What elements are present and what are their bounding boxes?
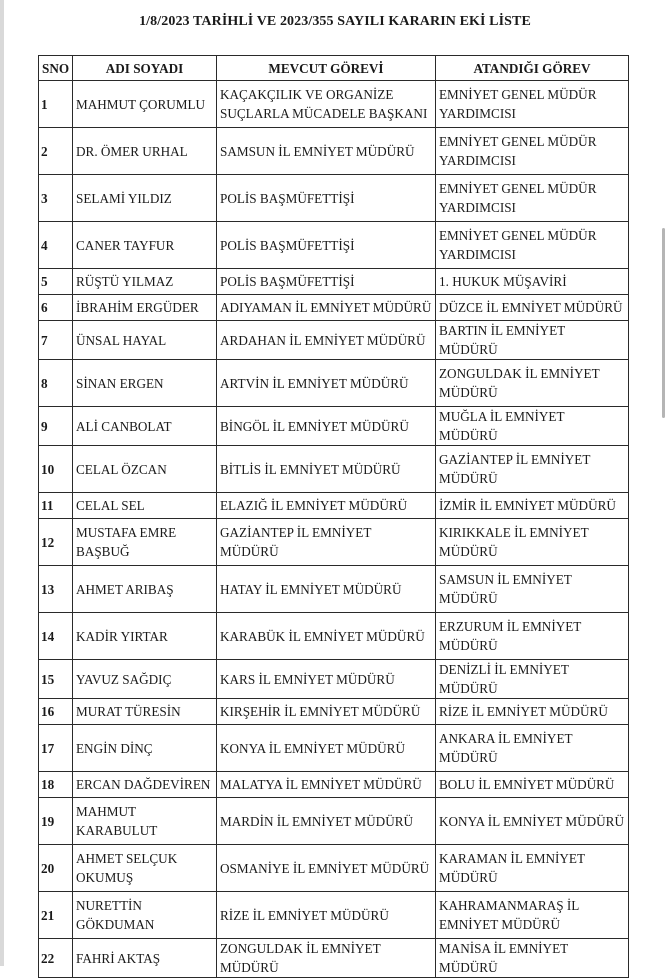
row-assigned-position: KARAMAN İL EMNİYET MÜDÜRÜ xyxy=(436,845,629,892)
row-current-position: GAZİANTEP İL EMNİYET MÜDÜRÜ xyxy=(217,519,436,566)
row-sno: 18 xyxy=(39,772,73,798)
row-sno: 1 xyxy=(39,81,73,128)
row-name: NURETTİN GÖKDUMAN xyxy=(73,892,217,939)
row-assigned-position: KONYA İL EMNİYET MÜDÜRÜ xyxy=(436,798,629,845)
row-sno: 12 xyxy=(39,519,73,566)
row-sno: 10 xyxy=(39,446,73,493)
table-row xyxy=(39,295,629,321)
row-current-position: KIRŞEHİR İL EMNİYET MÜDÜRÜ xyxy=(217,699,436,725)
row-name: CANER TAYFUR xyxy=(73,222,217,269)
row-name: ÜNSAL HAYAL xyxy=(73,321,217,360)
row-assigned-position: ERZURUM İL EMNİYET MÜDÜRÜ xyxy=(436,613,629,660)
page-left-edge xyxy=(0,0,4,966)
row-current-position: POLİS BAŞMÜFETTİŞİ xyxy=(217,222,436,269)
row-name: AHMET ARIBAŞ xyxy=(73,566,217,613)
table-row xyxy=(39,360,629,407)
row-sno: 7 xyxy=(39,321,73,360)
table-row xyxy=(39,725,629,772)
row-name: RÜŞTÜ YILMAZ xyxy=(73,269,217,295)
row-name: ALİ CANBOLAT xyxy=(73,407,217,446)
row-name: MURAT TÜRESİN xyxy=(73,699,217,725)
row-name: CELAL ÖZCAN xyxy=(73,446,217,493)
row-assigned-position: SAMSUN İL EMNİYET MÜDÜRÜ xyxy=(436,566,629,613)
row-current-position: ELAZIĞ İL EMNİYET MÜDÜRÜ xyxy=(217,493,436,519)
table-row xyxy=(39,493,629,519)
row-sno: 8 xyxy=(39,360,73,407)
row-sno: 6 xyxy=(39,295,73,321)
row-current-position: ZONGULDAK İL EMNİYET MÜDÜRÜ xyxy=(217,939,436,978)
row-current-position: MARDİN İL EMNİYET MÜDÜRÜ xyxy=(217,798,436,845)
row-name: MAHMUT ÇORUMLU xyxy=(73,81,217,128)
row-name: ERCAN DAĞDEVİREN xyxy=(73,772,217,798)
row-sno: 21 xyxy=(39,892,73,939)
row-sno: 19 xyxy=(39,798,73,845)
row-sno: 11 xyxy=(39,493,73,519)
row-name: AHMET SELÇUK OKUMUŞ xyxy=(73,845,217,892)
table-row xyxy=(39,407,629,446)
row-assigned-position: MUĞLA İL EMNİYET MÜDÜRÜ xyxy=(436,407,629,446)
row-assigned-position: ZONGULDAK İL EMNİYET MÜDÜRÜ xyxy=(436,360,629,407)
page-title: 1/8/2023 TARİHLİ VE 2023/355 SAYILI KARARIN EKİ LİSTE xyxy=(139,14,531,29)
row-sno: 3 xyxy=(39,175,73,222)
row-assigned-position: 1. HUKUK MÜŞAVİRİ xyxy=(436,269,629,295)
row-sno: 5 xyxy=(39,269,73,295)
row-assigned-position: MANİSA İL EMNİYET MÜDÜRÜ xyxy=(436,939,629,978)
table-row xyxy=(39,519,629,566)
row-name: ENGİN DİNÇ xyxy=(73,725,217,772)
column-header-name: ADI SOYADI xyxy=(73,56,217,81)
column-header-current-position: MEVCUT GÖREVİ xyxy=(217,56,436,81)
table-row xyxy=(39,772,629,798)
table-row xyxy=(39,660,629,699)
table-row xyxy=(39,939,629,978)
row-current-position: KARABÜK İL EMNİYET MÜDÜRÜ xyxy=(217,613,436,660)
column-header-assigned-position: ATANDIĞI GÖREV xyxy=(436,56,629,81)
table-row xyxy=(39,845,629,892)
row-current-position: ARDAHAN İL EMNİYET MÜDÜRÜ xyxy=(217,321,436,360)
row-assigned-position: EMNİYET GENEL MÜDÜR YARDIMCISI xyxy=(436,222,629,269)
table-row xyxy=(39,892,629,939)
row-current-position: RİZE İL EMNİYET MÜDÜRÜ xyxy=(217,892,436,939)
row-assigned-position: RİZE İL EMNİYET MÜDÜRÜ xyxy=(436,699,629,725)
row-name: MAHMUT KARABULUT xyxy=(73,798,217,845)
table-row xyxy=(39,699,629,725)
table-row xyxy=(39,566,629,613)
row-current-position: SAMSUN İL EMNİYET MÜDÜRÜ xyxy=(217,128,436,175)
row-assigned-position: KIRIKKALE İL EMNİYET MÜDÜRÜ xyxy=(436,519,629,566)
row-name: DR. ÖMER URHAL xyxy=(73,128,217,175)
row-assigned-position: DÜZCE İL EMNİYET MÜDÜRÜ xyxy=(436,295,629,321)
row-current-position: POLİS BAŞMÜFETTİŞİ xyxy=(217,175,436,222)
row-name: SİNAN ERGEN xyxy=(73,360,217,407)
row-current-position: KAÇAKÇILIK VE ORGANİZE SUÇLARLA MÜCADELE BAŞKANI xyxy=(217,81,436,128)
row-sno: 20 xyxy=(39,845,73,892)
column-header-sno: SNO xyxy=(39,56,73,81)
table-row xyxy=(39,81,629,128)
row-assigned-position: İZMİR İL EMNİYET MÜDÜRÜ xyxy=(436,493,629,519)
row-sno: 16 xyxy=(39,699,73,725)
row-current-position: BİTLİS İL EMNİYET MÜDÜRÜ xyxy=(217,446,436,493)
row-name: MUSTAFA EMRE BAŞBUĞ xyxy=(73,519,217,566)
row-assigned-position: DENİZLİ İL EMNİYET MÜDÜRÜ xyxy=(436,660,629,699)
row-assigned-position: EMNİYET GENEL MÜDÜR YARDIMCISI xyxy=(436,128,629,175)
row-assigned-position: GAZİANTEP İL EMNİYET MÜDÜRÜ xyxy=(436,446,629,493)
row-assigned-position: ANKARA İL EMNİYET MÜDÜRÜ xyxy=(436,725,629,772)
row-sno: 2 xyxy=(39,128,73,175)
row-assigned-position: KAHRAMANMARAŞ İL EMNİYET MÜDÜRÜ xyxy=(436,892,629,939)
table-row xyxy=(39,446,629,493)
row-current-position: HATAY İL EMNİYET MÜDÜRÜ xyxy=(217,566,436,613)
table-row xyxy=(39,175,629,222)
row-assigned-position: BARTIN İL EMNİYET MÜDÜRÜ xyxy=(436,321,629,360)
row-assigned-position: EMNİYET GENEL MÜDÜR YARDIMCISI xyxy=(436,175,629,222)
row-assigned-position: BOLU İL EMNİYET MÜDÜRÜ xyxy=(436,772,629,798)
row-assigned-position: EMNİYET GENEL MÜDÜR YARDIMCISI xyxy=(436,81,629,128)
row-current-position: MALATYA İL EMNİYET MÜDÜRÜ xyxy=(217,772,436,798)
row-sno: 15 xyxy=(39,660,73,699)
table-row xyxy=(39,128,629,175)
row-sno: 17 xyxy=(39,725,73,772)
row-current-position: POLİS BAŞMÜFETTİŞİ xyxy=(217,269,436,295)
row-name: İBRAHİM ERGÜDER xyxy=(73,295,217,321)
row-current-position: KONYA İL EMNİYET MÜDÜRÜ xyxy=(217,725,436,772)
row-current-position: ARTVİN İL EMNİYET MÜDÜRÜ xyxy=(217,360,436,407)
row-current-position: ADIYAMAN İL EMNİYET MÜDÜRÜ xyxy=(217,295,436,321)
row-current-position: BİNGÖL İL EMNİYET MÜDÜRÜ xyxy=(217,407,436,446)
row-sno: 14 xyxy=(39,613,73,660)
row-name: FAHRİ AKTAŞ xyxy=(73,939,217,978)
row-name: CELAL SEL xyxy=(73,493,217,519)
row-name: KADİR YIRTAR xyxy=(73,613,217,660)
table-row xyxy=(39,222,629,269)
row-sno: 13 xyxy=(39,566,73,613)
row-name: YAVUZ SAĞDIÇ xyxy=(73,660,217,699)
row-name: SELAMİ YILDIZ xyxy=(73,175,217,222)
table-row xyxy=(39,798,629,845)
appointment-table xyxy=(38,55,629,978)
table-header-row xyxy=(39,56,629,81)
vertical-scrollbar[interactable] xyxy=(662,228,665,418)
row-sno: 9 xyxy=(39,407,73,446)
table-row xyxy=(39,613,629,660)
row-sno: 22 xyxy=(39,939,73,978)
row-current-position: OSMANİYE İL EMNİYET MÜDÜRÜ xyxy=(217,845,436,892)
row-sno: 4 xyxy=(39,222,73,269)
table-row xyxy=(39,269,629,295)
row-current-position: KARS İL EMNİYET MÜDÜRÜ xyxy=(217,660,436,699)
table-row xyxy=(39,321,629,360)
